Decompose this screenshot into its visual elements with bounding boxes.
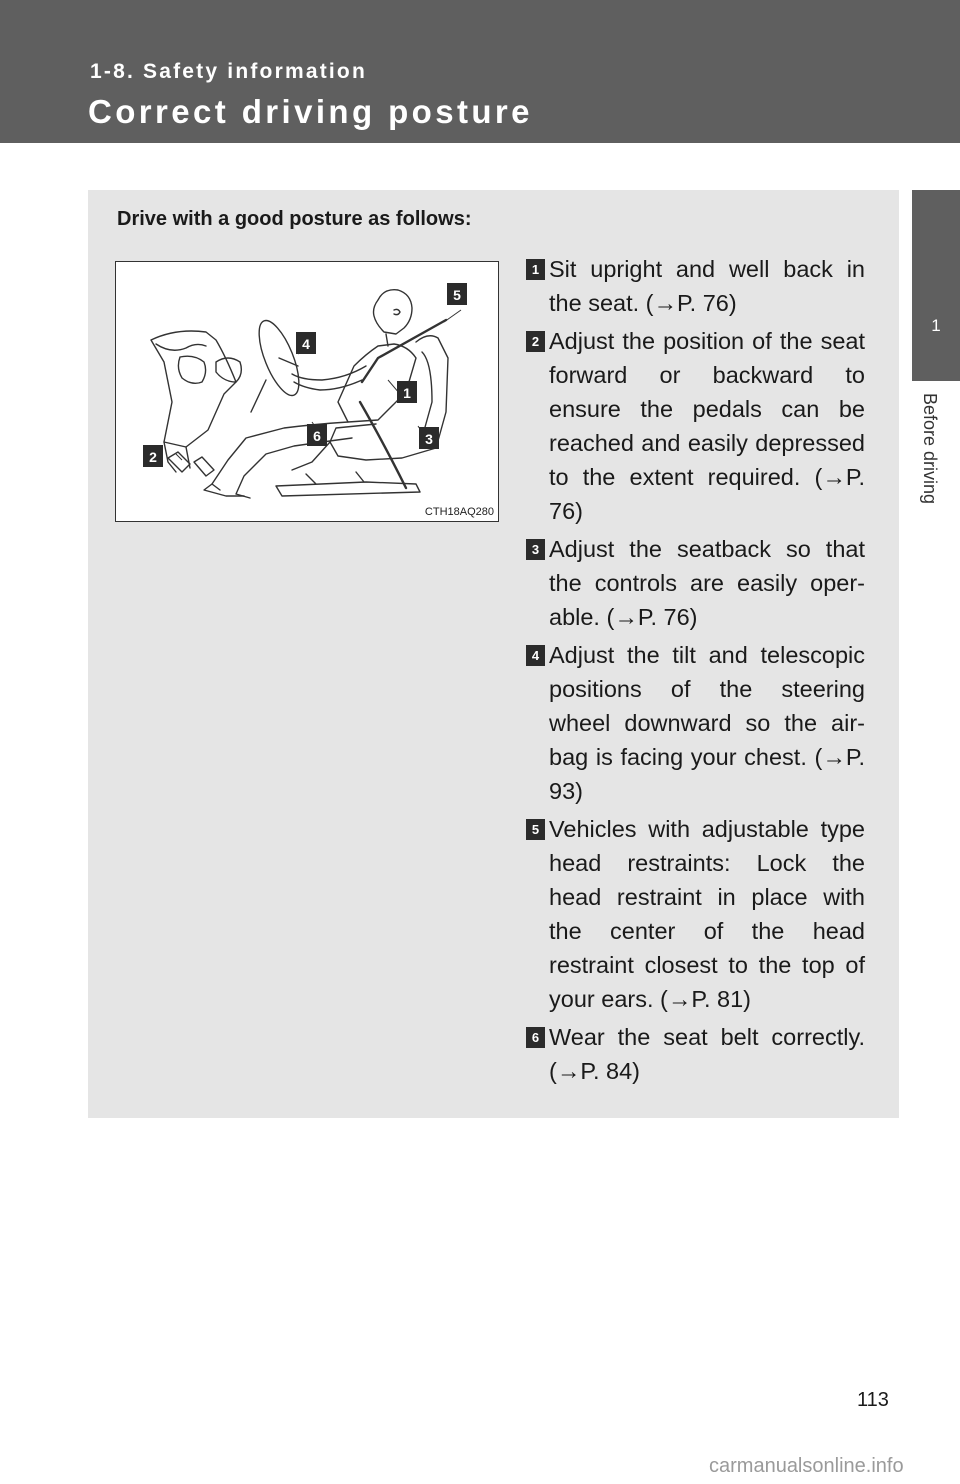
list-item [526, 252, 865, 320]
callout-2: 2 [149, 449, 157, 465]
page-number: 113 [857, 1389, 889, 1411]
posture-steps-list [526, 252, 865, 1092]
step-text: Sit upright and well back in the seat. (→P. 76) [549, 256, 865, 316]
step-number-badge: 6 [526, 1027, 545, 1048]
chapter-label: Before driving [920, 393, 940, 505]
callout-6: 6 [313, 428, 321, 444]
list-item [526, 812, 865, 1016]
header-bar [0, 0, 960, 143]
figure-code: CTH18AQ280 [424, 506, 494, 518]
step-text: Adjust the position of the seat forward or backward to ensure the pedals can be reached and easily depressed to the extent required. (→P. 76) [549, 328, 865, 524]
step-text: Wear the seat belt correctly. (→P. 84) [549, 1024, 865, 1084]
chapter-tab-number: 1 [931, 316, 941, 335]
step-number-badge: 2 [526, 331, 545, 352]
callout-4: 4 [302, 336, 310, 352]
driving-posture-illustration [115, 261, 499, 522]
driver-seated-drawing [116, 262, 497, 520]
content-panel [88, 190, 899, 1118]
step-number-badge: 3 [526, 539, 545, 560]
watermark-link[interactable]: carmanualsonline.info [709, 1455, 904, 1477]
intro-text: Drive with a good posture as follows: [117, 208, 472, 230]
step-text: Vehicles with adjustable type head restraints: Lock the head restraint in place with the center of the head restraint closest to the top of your ears. (→P. 81) [549, 816, 865, 1012]
callout-5: 5 [453, 287, 461, 303]
step-text: Adjust the tilt and telescopic positions of the steering wheel downward so the air-bag is facing your chest. (→P. 93) [549, 642, 865, 804]
step-number-badge: 1 [526, 259, 545, 280]
list-item [526, 324, 865, 528]
callout-1: 1 [403, 385, 411, 401]
list-item [526, 638, 865, 808]
step-number-badge: 4 [526, 645, 545, 666]
step-number-badge: 5 [526, 819, 545, 840]
page-title: Correct driving posture [88, 93, 533, 130]
list-item [526, 1020, 865, 1088]
section-label: 1-8. Safety information [90, 60, 367, 83]
step-text: Adjust the seatback so that the controls are easily oper-able. (→P. 76) [549, 536, 865, 630]
list-item [526, 532, 865, 634]
chapter-tab[interactable] [912, 190, 960, 381]
callout-3: 3 [425, 431, 433, 447]
